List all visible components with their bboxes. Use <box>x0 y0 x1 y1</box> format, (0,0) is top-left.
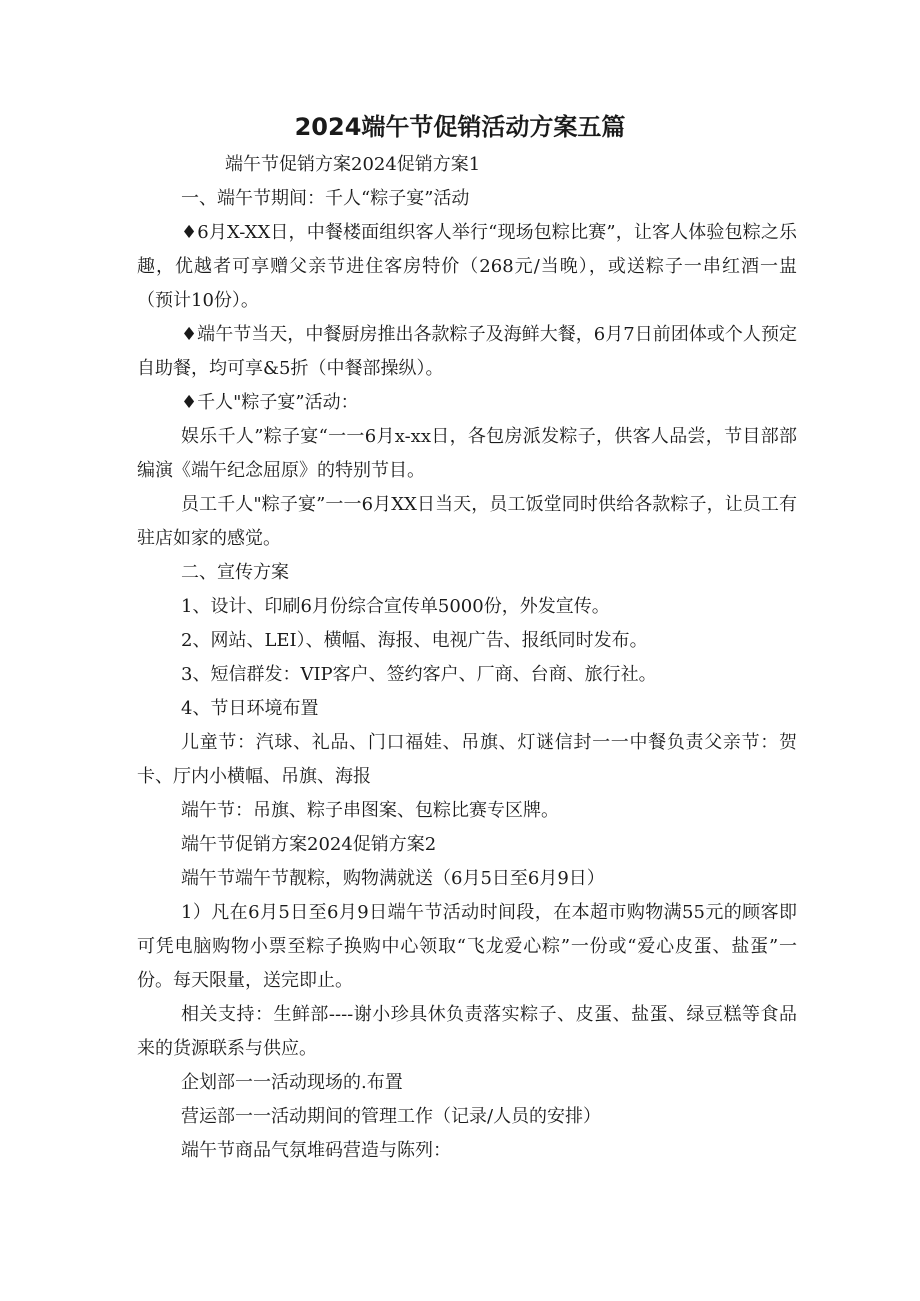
document-body <box>137 148 797 1168</box>
paragraph: 2、网站、LEI）、横幅、海报、电视广告、报纸同时发布。 <box>181 630 648 651</box>
paragraph: 相关支持：生鲜部----谢小珍具休负责落实粽子、皮蛋、盐蛋、绿豆糕等食品来的货源联系与供应。 <box>137 1004 797 1059</box>
paragraph: 1、设计、印刷6月份综合宣传单5000份，外发宣传。 <box>181 596 610 617</box>
document-title: 2024端午节促销活动方案五篇 <box>294 113 626 141</box>
paragraph: 企划部一一活动现场的.布置 <box>181 1072 403 1093</box>
paragraph: 端午节：吊旗、粽子串图案、包粽比赛专区牌。 <box>181 800 559 821</box>
paragraph: 员工千人"粽子宴”一一6月XX日当天，员工饭堂同时供给各款粽子，让员工有驻店如家的感觉。 <box>137 494 797 549</box>
paragraph: 端午节促销方案2024促销方案2 <box>181 834 437 855</box>
paragraph: ♦6月X-XX日，中餐楼面组织客人举行“现场包粽比赛”，让客人体验包粽之乐趣，优越者可享赠父亲节进住客房特价（268元/当晚），或送粽子一串红酒一盅（预计10份）。 <box>137 222 797 311</box>
paragraph: 4、节日环境布置 <box>181 698 319 719</box>
paragraph: 营运部一一活动期间的管理工作（记录/人员的安排） <box>181 1106 602 1127</box>
paragraph: 1）凡在6月5日至6月9日端午节活动时间段，在本超市购物满55元的顾客即可凭电脑购物小票至粽子换购中心领取“飞龙爱心粽”一份或“爱心皮蛋、盐蛋”一份。每天限量，送完即止。 <box>137 902 797 991</box>
paragraph: 端午节促销方案2024促销方案1 <box>225 154 481 175</box>
paragraph: 娱乐千人”粽子宴“一一6月x-xx日，各包房派发粽子，供客人品尝，节目部部编演《端午纪念屈原》的特别节目。 <box>137 426 797 481</box>
paragraph: 3、短信群发：VIP客户、签约客户、厂商、台商、旅行社。 <box>181 664 657 685</box>
paragraph: ♦端午节当天，中餐厨房推出各款粽子及海鲜大餐，6月7日前团体或个人预定自助餐，均可享&5折（中餐部操纵）。 <box>137 324 797 379</box>
paragraph: ♦千人"粽子宴”活动： <box>181 392 359 413</box>
paragraph: 一、端午节期间：千人“粽子宴”活动 <box>181 188 470 209</box>
paragraph: 端午节商品气氛堆码营造与陈列： <box>181 1140 451 1161</box>
paragraph: 二、宣传方案 <box>181 562 289 583</box>
paragraph: 端午节端午节靓粽，购物满就送（6月5日至6月9日） <box>181 868 605 889</box>
paragraph: 儿童节：汽球、礼品、门口福娃、吊旗、灯谜信封一一中餐负责父亲节：贺卡、厅内小横幅、吊旗、海报 <box>137 732 797 787</box>
